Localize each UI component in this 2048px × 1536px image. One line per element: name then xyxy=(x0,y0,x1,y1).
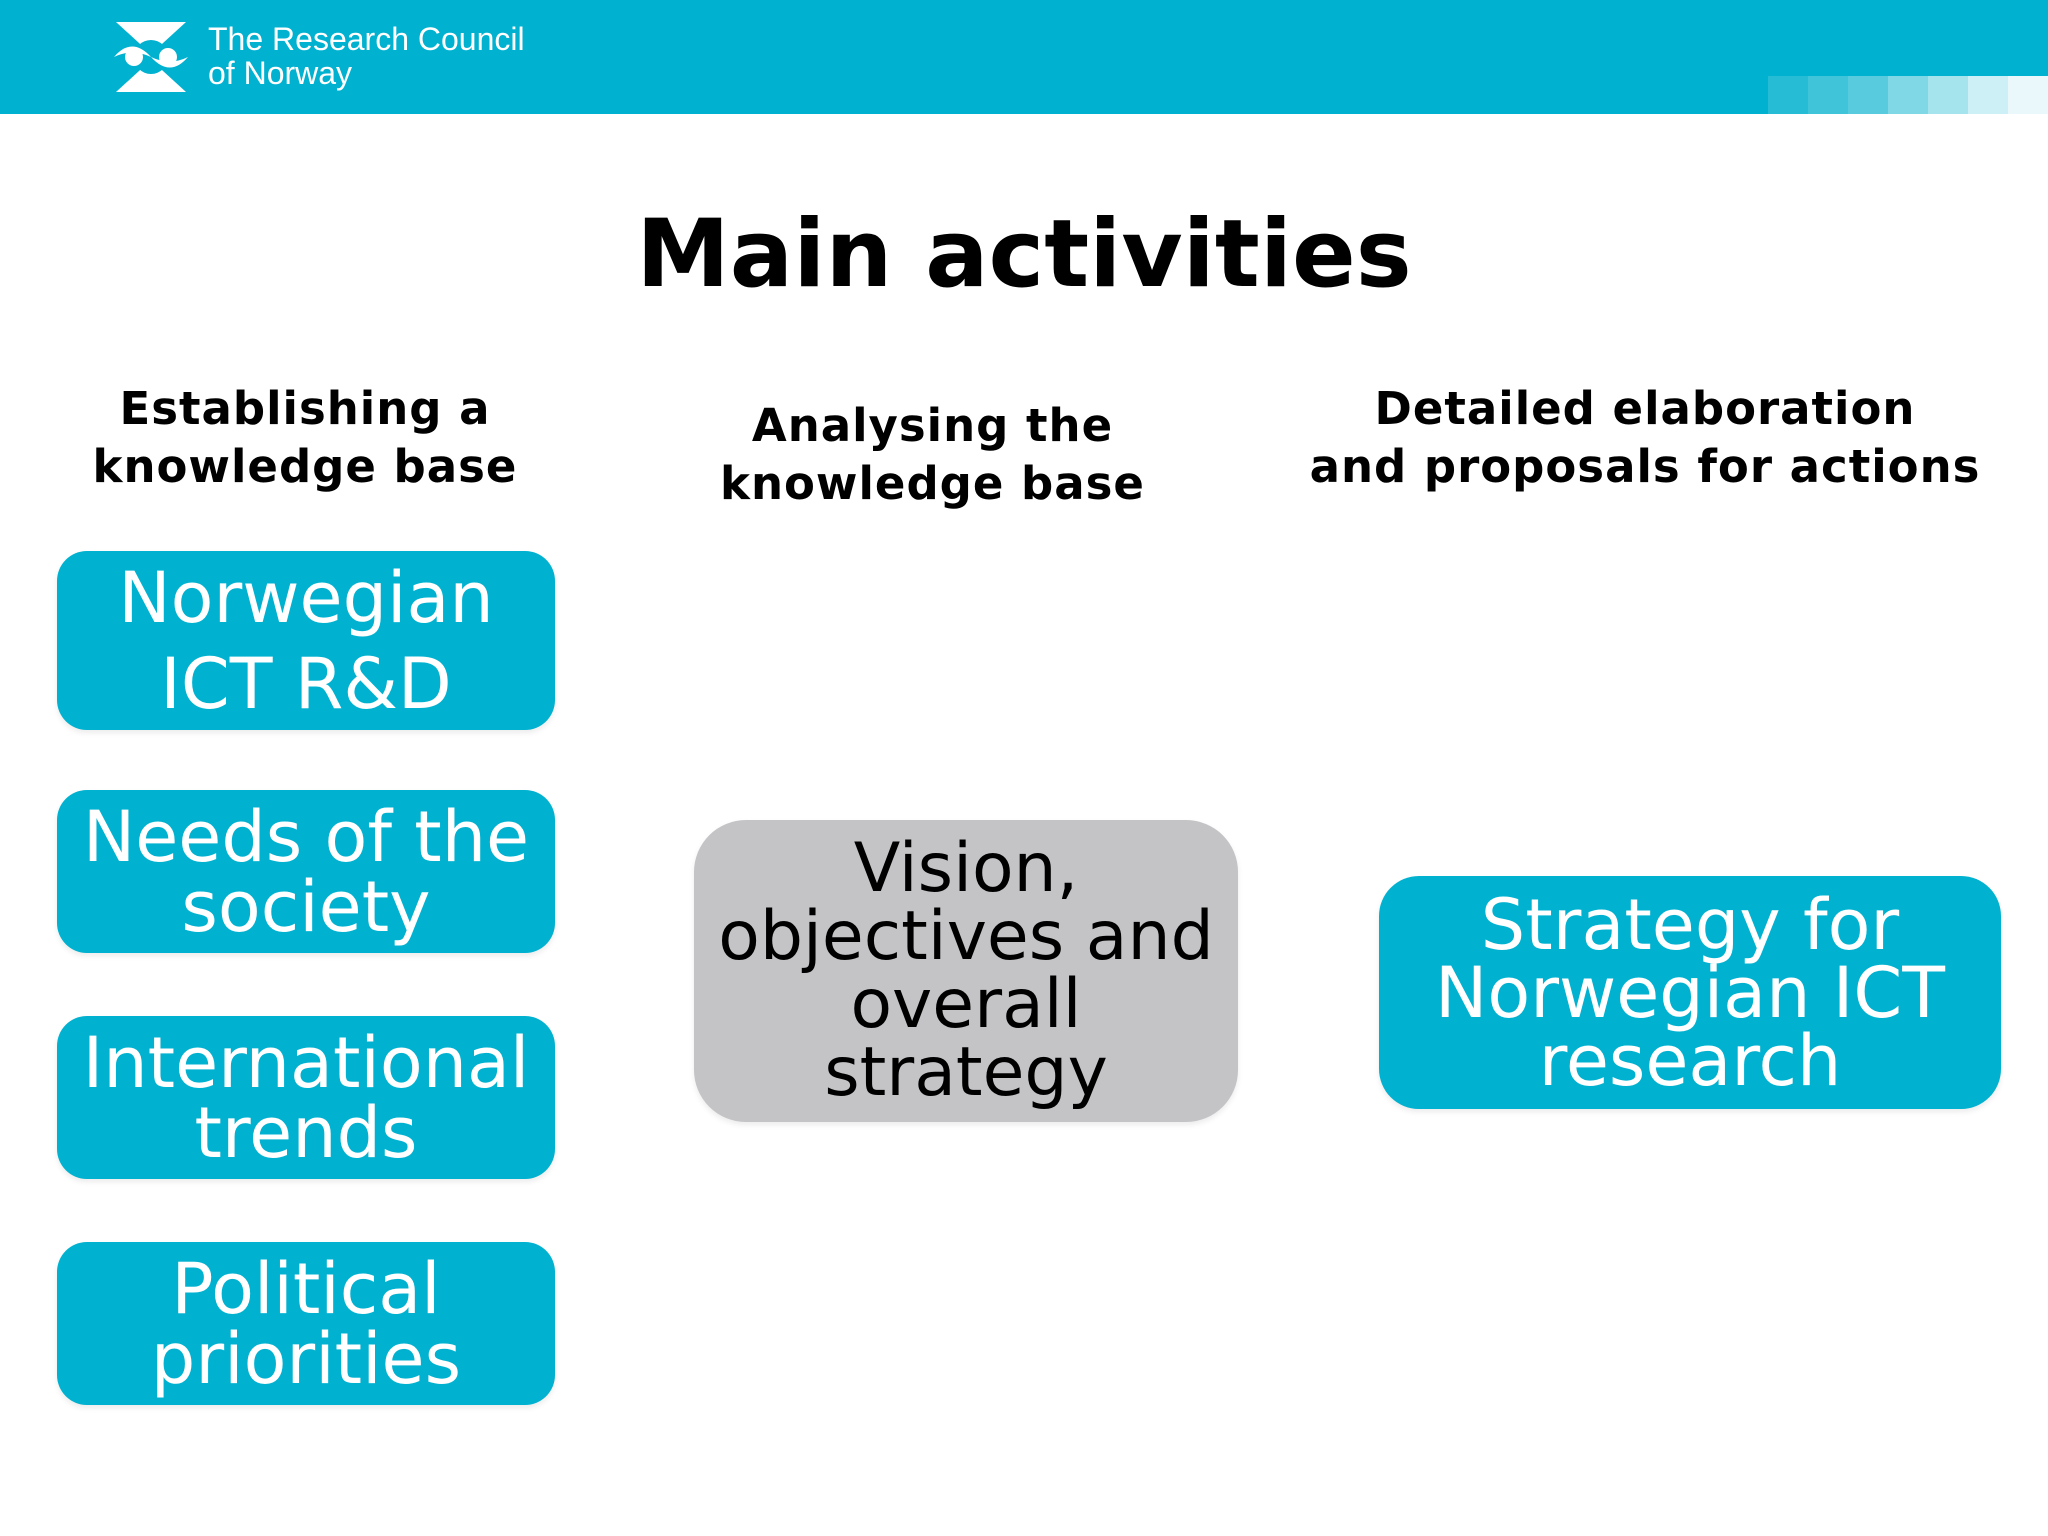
box-norwegian-ict-rd: Norwegian ICT R&D xyxy=(57,551,555,730)
header-square xyxy=(2008,76,2048,114)
header-square xyxy=(1928,76,1968,114)
header-square xyxy=(1768,76,1808,114)
box-vision-objectives-strategy: Vision, objectives and overall strategy xyxy=(694,820,1238,1122)
header-square xyxy=(1888,76,1928,114)
header-square xyxy=(1968,76,2008,114)
column-heading-detailed: Detailed elaboration and proposals for actions xyxy=(1309,382,1981,493)
header-bar xyxy=(0,0,2048,114)
column-heading-analysing: Analysing the knowledge base xyxy=(720,399,1145,510)
header-decorative-squares xyxy=(1768,76,2048,114)
slide-title: Main activities xyxy=(636,200,1412,309)
column-heading-establishing: Establishing a knowledge base xyxy=(92,382,518,493)
org-name: The Research Council of Norway xyxy=(208,21,525,91)
research-council-logo-icon xyxy=(110,20,192,94)
box-international-trends: International trends xyxy=(57,1016,555,1179)
box-political-priorities: Political priorities xyxy=(57,1242,555,1405)
header-square xyxy=(1848,76,1888,114)
box-needs-of-society: Needs of the society xyxy=(57,790,555,953)
box-strategy-norwegian-ict-research: Strategy for Norwegian ICT research xyxy=(1379,876,2001,1109)
header-square xyxy=(1808,76,1848,114)
